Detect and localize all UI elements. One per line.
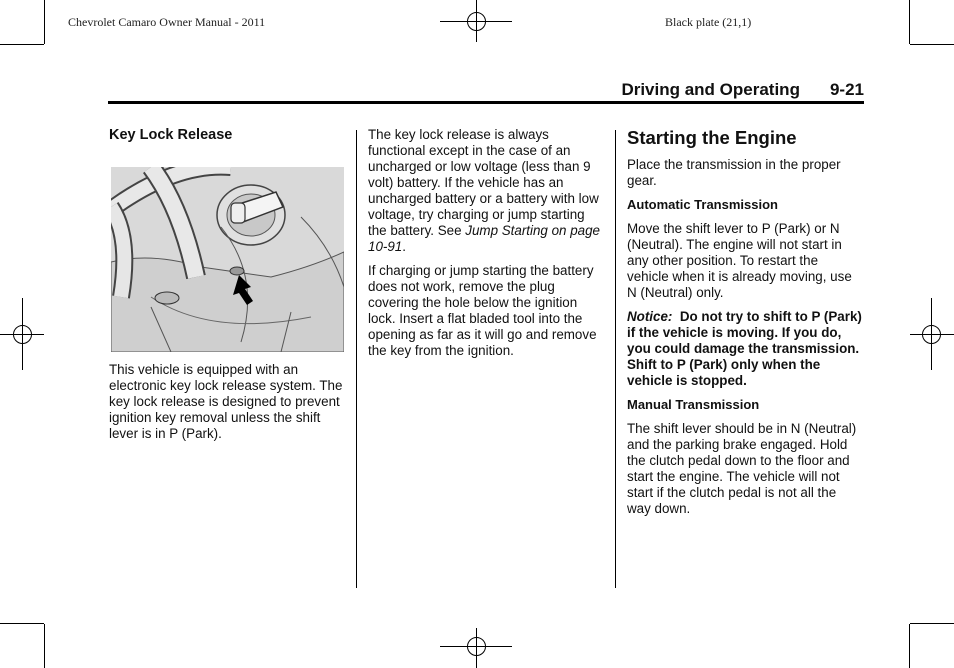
middle-column xyxy=(368,127,604,367)
header-rule xyxy=(108,101,864,104)
notice xyxy=(627,309,863,389)
key-lock-release-body: This vehicle is equipped with an electronic key lock release system. The key lock release is designed to prevent ignition key removal unless the shift lever is in P (Park). xyxy=(109,362,343,441)
column-divider-2 xyxy=(615,130,616,588)
running-header xyxy=(621,80,864,100)
section-name: Driving and Operating xyxy=(621,80,800,99)
registration-mark-top xyxy=(440,0,512,42)
automatic-transmission-body: Move the shift lever to P (Park) or N (Neutral). The engine will not start in any other position. To restart the vehicle when it is already moving, use N (Neutral) only. xyxy=(627,221,852,300)
registration-mark-bottom xyxy=(440,628,512,668)
page-number: 9-21 xyxy=(829,80,864,99)
notice-body: Do not try to shift to P (Park) if the vehicle is moving. If you do, you could damage the transmission. Shift to P (Park) only when the vehicle is stopped. xyxy=(627,309,862,388)
left-column xyxy=(109,127,347,151)
starting-engine-intro: Place the transmission in the proper gear. xyxy=(627,157,841,188)
starting-engine-title: Starting the Engine xyxy=(627,127,797,148)
key-lock-release-heading: Key Lock Release xyxy=(109,127,233,143)
plate-info: Black plate (21,1) xyxy=(665,15,752,29)
manual-transmission-body: The shift lever should be in N (Neutral) and the parking brake engaged. Hold the clutch pedal down to the floor and start the engine. The vehicle will not start if the clutch pedal is not all the way down. xyxy=(627,421,857,516)
key-lock-release-illustration xyxy=(111,167,344,352)
jump-starting-reference[interactable]: Jump Starting on page 10-91 xyxy=(368,223,601,254)
key-lock-para-1: The key lock release is always functional except in the case of an uncharged or low voltage (less than 9 volt) battery. If the vehicle has an uncharged battery or a battery with low voltage, try charging or jump starting the battery. See Jump Starting on page 10-91. xyxy=(368,127,601,254)
registration-mark-right xyxy=(910,298,954,370)
column-divider-1 xyxy=(356,130,357,588)
key-lock-para-2: If charging or jump starting the battery does not work, remove the plug covering the hole below the ignition lock. Insert a flat bladed tool into the opening as far as it will go and remove the key from the ignition. xyxy=(368,263,597,358)
right-column xyxy=(627,127,863,525)
notice-label: Notice: xyxy=(627,309,673,324)
document-title: Chevrolet Camaro Owner Manual - 2011 xyxy=(68,15,266,29)
manual-transmission-heading: Manual Transmission xyxy=(627,397,760,412)
automatic-transmission-heading: Automatic Transmission xyxy=(627,197,778,212)
registration-mark-left xyxy=(0,298,44,370)
